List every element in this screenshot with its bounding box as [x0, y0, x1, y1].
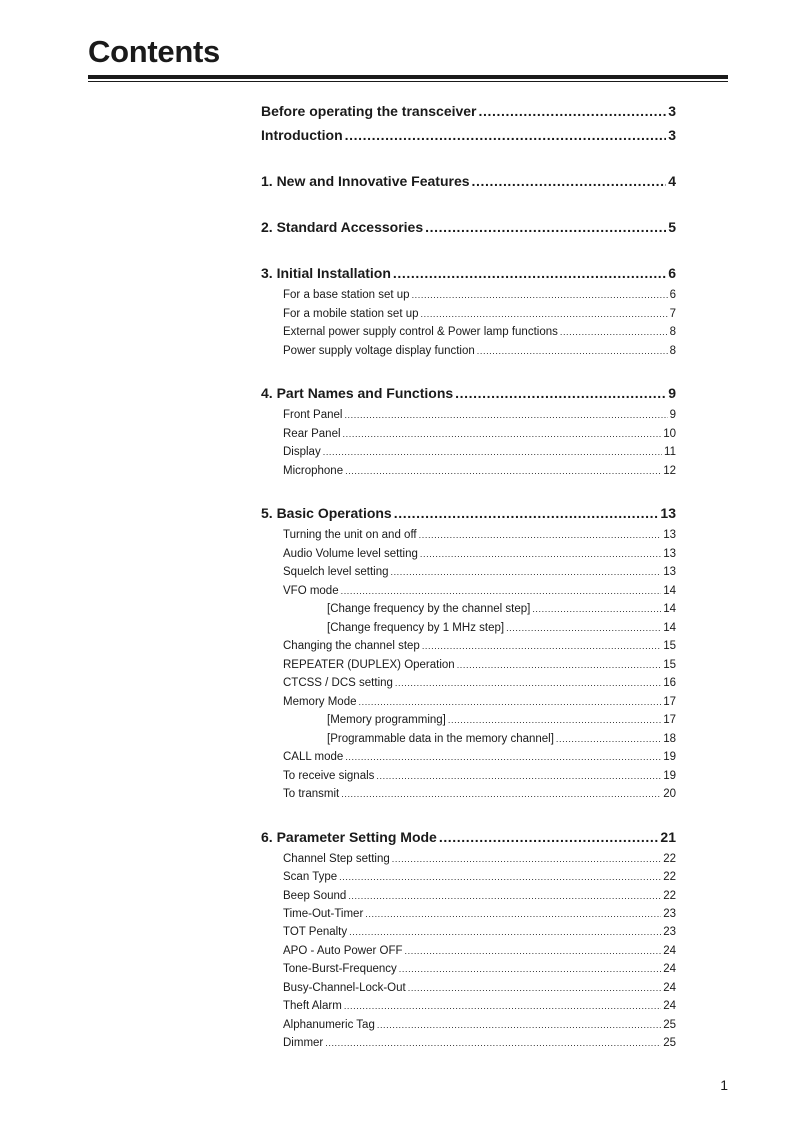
toc-chapter-entry[interactable]: [261, 385, 676, 405]
toc-chapter-entry[interactable]: [261, 829, 676, 849]
page-number: 1: [720, 1077, 728, 1093]
toc-leader-dots: [399, 964, 661, 974]
toc-leader-dots: [448, 715, 661, 725]
toc-entry-page: 23: [663, 926, 676, 938]
toc-leader-dots: [345, 127, 667, 143]
toc-leader-dots: [341, 586, 662, 596]
toc-section-entry[interactable]: [283, 529, 676, 545]
toc-section-entry[interactable]: [283, 1037, 676, 1053]
toc-entry-label: Audio Volume level setting: [283, 548, 418, 560]
toc-entry-label: Before operating the transceiver: [261, 103, 477, 119]
toc-section-entry[interactable]: [283, 963, 676, 979]
toc-section-entry[interactable]: [283, 1000, 676, 1016]
toc-section-entry[interactable]: [283, 326, 676, 342]
toc-section-entry[interactable]: [283, 428, 676, 444]
toc-leader-dots: [472, 173, 667, 189]
toc-entry-label: 2. Standard Accessories: [261, 219, 424, 235]
toc-entry-page: 25: [663, 1037, 676, 1049]
toc-entry-label: Changing the channel step: [283, 640, 420, 652]
toc-entry-page: 3: [668, 103, 676, 119]
toc-entry-label: [Programmable data in the memory channel]: [327, 733, 554, 745]
toc-leader-dots: [439, 829, 659, 845]
toc-entry-label: Tone-Burst-Frequency: [283, 963, 397, 975]
toc-leader-dots: [457, 660, 662, 670]
toc-entry-label: To receive signals: [283, 770, 375, 782]
toc-entry-label: 5. Basic Operations: [261, 505, 392, 521]
toc-entry-label: Rear Panel: [283, 428, 341, 440]
toc-entry-label: [Memory programming]: [327, 714, 446, 726]
toc-entry-page: 12: [663, 465, 676, 477]
toc-chapter-entry[interactable]: [261, 173, 676, 193]
toc-entry-page: 21: [660, 829, 676, 845]
toc-section-entry[interactable]: [283, 659, 676, 675]
toc-leader-dots: [393, 265, 666, 281]
toc-entry-page: 23: [663, 908, 676, 920]
toc-entry-label: APO - Auto Power OFF: [283, 945, 403, 957]
toc-entry-page: 15: [663, 640, 676, 652]
toc-entry-label: Channel Step setting: [283, 853, 390, 865]
toc-leader-dots: [479, 103, 667, 119]
toc-entry-page: 5: [668, 219, 676, 235]
toc-section-entry[interactable]: [283, 696, 676, 712]
toc-entry-label: 3. Initial Installation: [261, 265, 391, 281]
toc-entry-page: 25: [663, 1019, 676, 1031]
toc-entry-page: 13: [663, 529, 676, 541]
toc-entry-label: To transmit: [283, 788, 340, 800]
toc-leader-dots: [341, 789, 661, 799]
toc-entry-page: 24: [663, 945, 676, 957]
toc-leader-dots: [408, 983, 661, 993]
toc-leader-dots: [344, 1001, 661, 1011]
toc-entry-page: 24: [663, 963, 676, 975]
toc-entry-page: 19: [663, 770, 676, 782]
toc-entry-page: 6: [669, 289, 676, 301]
toc-entry-page: 24: [663, 1000, 676, 1012]
toc-entry-label: VFO mode: [283, 585, 339, 597]
toc-leader-dots: [349, 927, 661, 937]
toc-entry-page: 4: [668, 173, 676, 189]
toc-section-entry[interactable]: [283, 446, 676, 462]
toc-leader-dots: [325, 1038, 661, 1048]
toc-entry-page: 22: [663, 853, 676, 865]
toc-entry-label: Time-Out-Timer: [283, 908, 364, 920]
toc-entry-page: 20: [663, 788, 676, 800]
toc-leader-dots: [339, 872, 661, 882]
toc-leader-dots: [455, 385, 666, 401]
toc-entry-label: Microphone: [283, 465, 344, 477]
toc-entry-label: CALL mode: [283, 751, 344, 763]
toc-section-entry[interactable]: [283, 548, 676, 564]
toc-leader-dots: [506, 623, 661, 633]
toc-entry-page: 22: [663, 871, 676, 883]
toc-section-entry[interactable]: [283, 640, 676, 656]
toc-entry-page: 19: [663, 751, 676, 763]
toc-leader-dots: [556, 734, 661, 744]
toc-chapter-entry[interactable]: [261, 127, 676, 147]
toc-section-entry[interactable]: [283, 926, 676, 942]
toc-entry-label: 4. Part Names and Functions: [261, 385, 454, 401]
toc-leader-dots: [422, 641, 661, 651]
toc-leader-dots: [419, 530, 662, 540]
toc-section-entry[interactable]: [283, 853, 676, 869]
toc-entry-page: 15: [663, 659, 676, 671]
toc-entry-page: 13: [660, 505, 676, 521]
toc-leader-dots: [394, 505, 659, 521]
toc-chapter-entry[interactable]: [261, 219, 676, 239]
toc-chapter-entry[interactable]: [261, 265, 676, 285]
toc-entry-label: Turning the unit on and off: [283, 529, 417, 541]
toc-leader-dots: [532, 604, 661, 614]
toc-entry-page: 16: [663, 677, 676, 689]
toc-leader-dots: [345, 752, 661, 762]
toc-entry-label: Introduction: [261, 127, 343, 143]
toc-leader-dots: [348, 891, 661, 901]
toc-entry-page: 8: [669, 345, 676, 357]
toc-entry-label: Beep Sound: [283, 890, 347, 902]
toc-entry-label: TOT Penalty: [283, 926, 348, 938]
toc-entry-page: 17: [663, 714, 676, 726]
toc-leader-dots: [560, 327, 668, 337]
page-title: Contents: [88, 34, 220, 69]
toc-leader-dots: [420, 549, 661, 559]
toc-chapter-entry[interactable]: [261, 505, 676, 525]
toc-entry-page: 22: [663, 890, 676, 902]
toc-entry-label: Memory Mode: [283, 696, 357, 708]
toc-entry-label: 6. Parameter Setting Mode: [261, 829, 437, 845]
toc-entry-label: For a base station set up: [283, 289, 410, 301]
toc-leader-dots: [359, 697, 662, 707]
toc-section-entry[interactable]: [283, 982, 676, 998]
toc-section-entry[interactable]: [283, 566, 676, 582]
toc-entry-page: 6: [668, 265, 676, 281]
toc-leader-dots: [405, 946, 662, 956]
toc-entry-page: 24: [663, 982, 676, 994]
toc-entry-label: Front Panel: [283, 409, 343, 421]
toc-leader-dots: [365, 909, 661, 919]
toc-section-entry[interactable]: [283, 945, 676, 961]
toc-leader-dots: [392, 854, 661, 864]
toc-entry-label: Scan Type: [283, 871, 338, 883]
toc-entry-label: 1. New and Innovative Features: [261, 173, 470, 189]
toc-entry-page: 9: [668, 385, 676, 401]
toc-entry-page: 10: [663, 428, 676, 440]
toc-leader-dots: [344, 410, 667, 420]
toc-entry-page: 14: [663, 622, 676, 634]
toc-entry-page: 7: [669, 308, 676, 320]
toc-entry-label: [Change frequency by 1 MHz step]: [327, 622, 505, 634]
toc-entry-label: Display: [283, 446, 321, 458]
toc-entry-page: 18: [663, 733, 676, 745]
toc-entry-label: Power supply voltage display function: [283, 345, 475, 357]
toc-leader-dots: [323, 447, 662, 457]
toc-section-entry[interactable]: [283, 770, 676, 786]
toc-entry-page: 17: [663, 696, 676, 708]
toc-entry-label: CTCSS / DCS setting: [283, 677, 393, 689]
toc-subsection-entry[interactable]: [327, 714, 676, 730]
toc-leader-dots: [412, 290, 668, 300]
toc-entry-label: REPEATER (DUPLEX) Operation: [283, 659, 455, 671]
toc-subsection-entry[interactable]: [327, 622, 676, 638]
toc-entry-page: 3: [668, 127, 676, 143]
toc-entry-page: 13: [663, 566, 676, 578]
toc-leader-dots: [425, 219, 666, 235]
toc-section-entry[interactable]: [283, 890, 676, 906]
toc-entry-label: For a mobile station set up: [283, 308, 419, 320]
toc-entry-page: 13: [663, 548, 676, 560]
toc-section-entry[interactable]: [283, 1019, 676, 1035]
toc-section-entry[interactable]: [283, 751, 676, 767]
toc-section-entry[interactable]: [283, 465, 676, 481]
toc-entry-label: Dimmer: [283, 1037, 324, 1049]
toc-entry-label: Alphanumeric Tag: [283, 1019, 375, 1031]
toc-section-entry[interactable]: [283, 788, 676, 804]
toc-leader-dots: [377, 1020, 661, 1030]
toc-section-entry[interactable]: [283, 677, 676, 693]
toc-subsection-entry[interactable]: [327, 733, 676, 749]
toc-entry-label: Theft Alarm: [283, 1000, 342, 1012]
toc-entry-page: 9: [669, 409, 676, 421]
toc-leader-dots: [345, 466, 661, 476]
toc-section-entry[interactable]: [283, 308, 676, 324]
toc-section-entry[interactable]: [283, 345, 676, 361]
toc-entry-label: Busy-Channel-Lock-Out: [283, 982, 406, 994]
toc-leader-dots: [421, 309, 668, 319]
toc-leader-dots: [390, 567, 661, 577]
toc-section-entry[interactable]: [283, 871, 676, 887]
toc-entry-page: 14: [663, 585, 676, 597]
toc-chapter-entry[interactable]: [261, 103, 676, 123]
toc-section-entry[interactable]: [283, 908, 676, 924]
toc-entry-page: 14: [663, 603, 676, 615]
toc-entry-label: Squelch level setting: [283, 566, 389, 578]
toc-leader-dots: [343, 429, 662, 439]
toc-section-entry[interactable]: [283, 409, 676, 425]
toc-entry-page: 8: [669, 326, 676, 338]
toc-subsection-entry[interactable]: [327, 603, 676, 619]
toc-entry-label: External power supply control & Power lamp functions: [283, 326, 558, 338]
toc-section-entry[interactable]: [283, 289, 676, 305]
toc-leader-dots: [477, 346, 668, 356]
toc-leader-dots: [395, 678, 661, 688]
toc-entry-label: [Change frequency by the channel step]: [327, 603, 531, 615]
toc-entry-page: 11: [664, 446, 676, 458]
toc-leader-dots: [376, 771, 661, 781]
toc-section-entry[interactable]: [283, 585, 676, 601]
